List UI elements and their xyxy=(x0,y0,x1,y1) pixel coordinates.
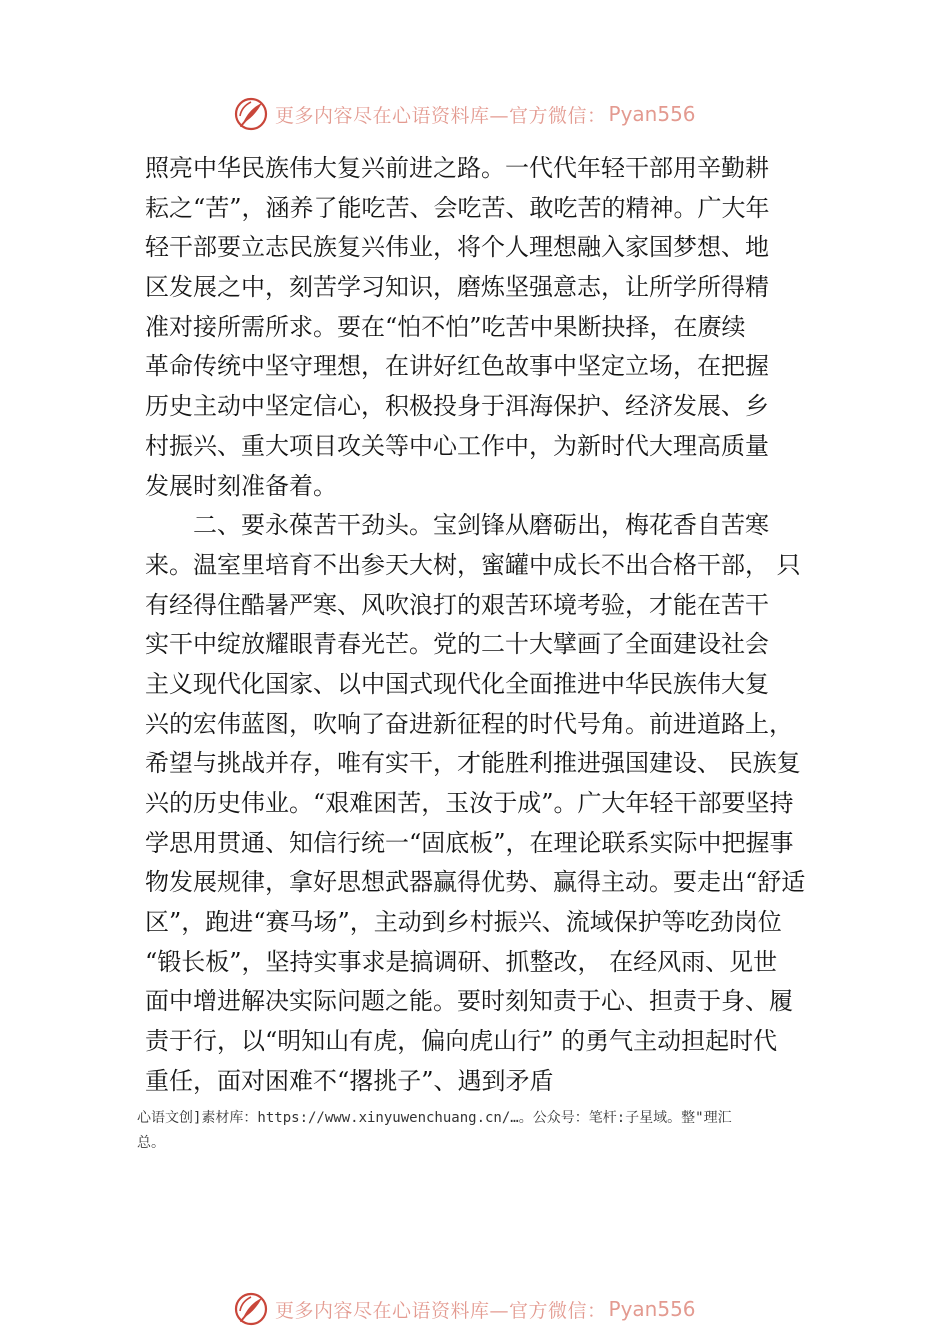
body-line: 兴的宏伟蓝图，吹响了奋进新征程的时代号角。前进道路上， xyxy=(145,709,793,738)
body-line: 村振兴、重大项目攻关等中心工作中，为新时代大理高质量 xyxy=(145,431,769,460)
body-line: 照亮中华民族伟大复兴前进之路。一代代年轻干部用辛勤耕 xyxy=(145,154,769,182)
body-line: 革命传统中坚守理想，在讲好红色故事中坚定立场，在把握 xyxy=(145,352,769,381)
body-line: 准对接所需所求。要在“怕不怕”吃苦中果断抉择，在赓续 xyxy=(145,312,746,341)
body-line: 物发展规律，拿好思想武器赢得优势、赢得主动。要走出“舒适 xyxy=(145,868,806,897)
body-line: 希望与挑战并存，唯有实干，才能胜利推进强国建设、 民族复 xyxy=(145,749,801,778)
body-line: 面中增进解决实际问题之能。要时刻知责于心、担责于身、履 xyxy=(145,987,793,1016)
feather-pen-seal-icon xyxy=(233,1291,269,1327)
body-line: 重任，面对困难不“撂挑子”、遇到矛盾 xyxy=(145,1066,554,1095)
feather-pen-seal-icon xyxy=(233,96,269,132)
body-line: 兴的历史伟业。“艰难困苦，玉汝于成”。广大年轻干部要坚持 xyxy=(145,789,794,817)
footnote-line: 总。 xyxy=(137,1135,165,1151)
body-line: “锻长板”，坚持实事求是搞调研、抓整改， 在经风雨、见世 xyxy=(145,947,778,976)
body-line: 主义现代化国家、以中国式现代化全面推进中华民族伟大复 xyxy=(145,669,769,698)
body-line: 学思用贯通、知信行统一“固底板”，在理论联系实际中把握事 xyxy=(145,828,794,857)
section-heading-line: 二、要永葆苦干劲头。宝剑锋从磨砺出，梅花香自苦寒 xyxy=(193,511,769,540)
body-line: 责于行，以“明知山有虎，偏向虎山行” 的勇气主动担起时代 xyxy=(145,1027,778,1056)
body-line: 耘之“苦”，涵养了能吃苦、会吃苦、敢吃苦的精神。广大年 xyxy=(145,193,770,222)
footer-watermark xyxy=(233,1291,696,1327)
body-line: 轻干部要立志民族复兴伟业，将个人理想融入家国梦想、地 xyxy=(145,233,769,262)
header-watermark xyxy=(233,96,696,132)
body-line: 来。温室里培育不出参天大树，蜜罐中成长不出合格干部， 只 xyxy=(145,550,801,579)
watermark-handle: Pyan556 xyxy=(608,102,696,126)
source-footnote xyxy=(137,1106,837,1156)
body-line: 历史主动中坚定信心，积极投身于洱海保护、经济发展、乡 xyxy=(145,392,769,421)
footnote-line: 心语文创]素材库：https://www.xinyuwenchuang.cn/…。公众号：笔杆:子星域。整"理汇 xyxy=(137,1110,732,1126)
body-line: 实干中绽放耀眼青春光芒。党的二十大擘画了全面建设社会 xyxy=(145,630,769,659)
body-line: 区”，跑进“赛马场”，主动到乡村振兴、流域保护等吃劲岗位 xyxy=(145,908,782,937)
body-line: 区发展之中，刻苦学习知识，磨炼坚强意志，让所学所得精 xyxy=(145,273,769,302)
body-line: 有经得住酷暑严寒、风吹浪打的艰苦环境考验，才能在苦干 xyxy=(145,590,769,619)
watermark-handle: Pyan556 xyxy=(608,1297,696,1321)
watermark-text: 更多内容尽在心语资料库—官方微信： xyxy=(275,1299,607,1322)
watermark-text: 更多内容尽在心语资料库—官方微信： xyxy=(275,104,607,127)
body-line: 发展时刻准备着。 xyxy=(145,471,337,500)
document-body xyxy=(145,149,825,1102)
